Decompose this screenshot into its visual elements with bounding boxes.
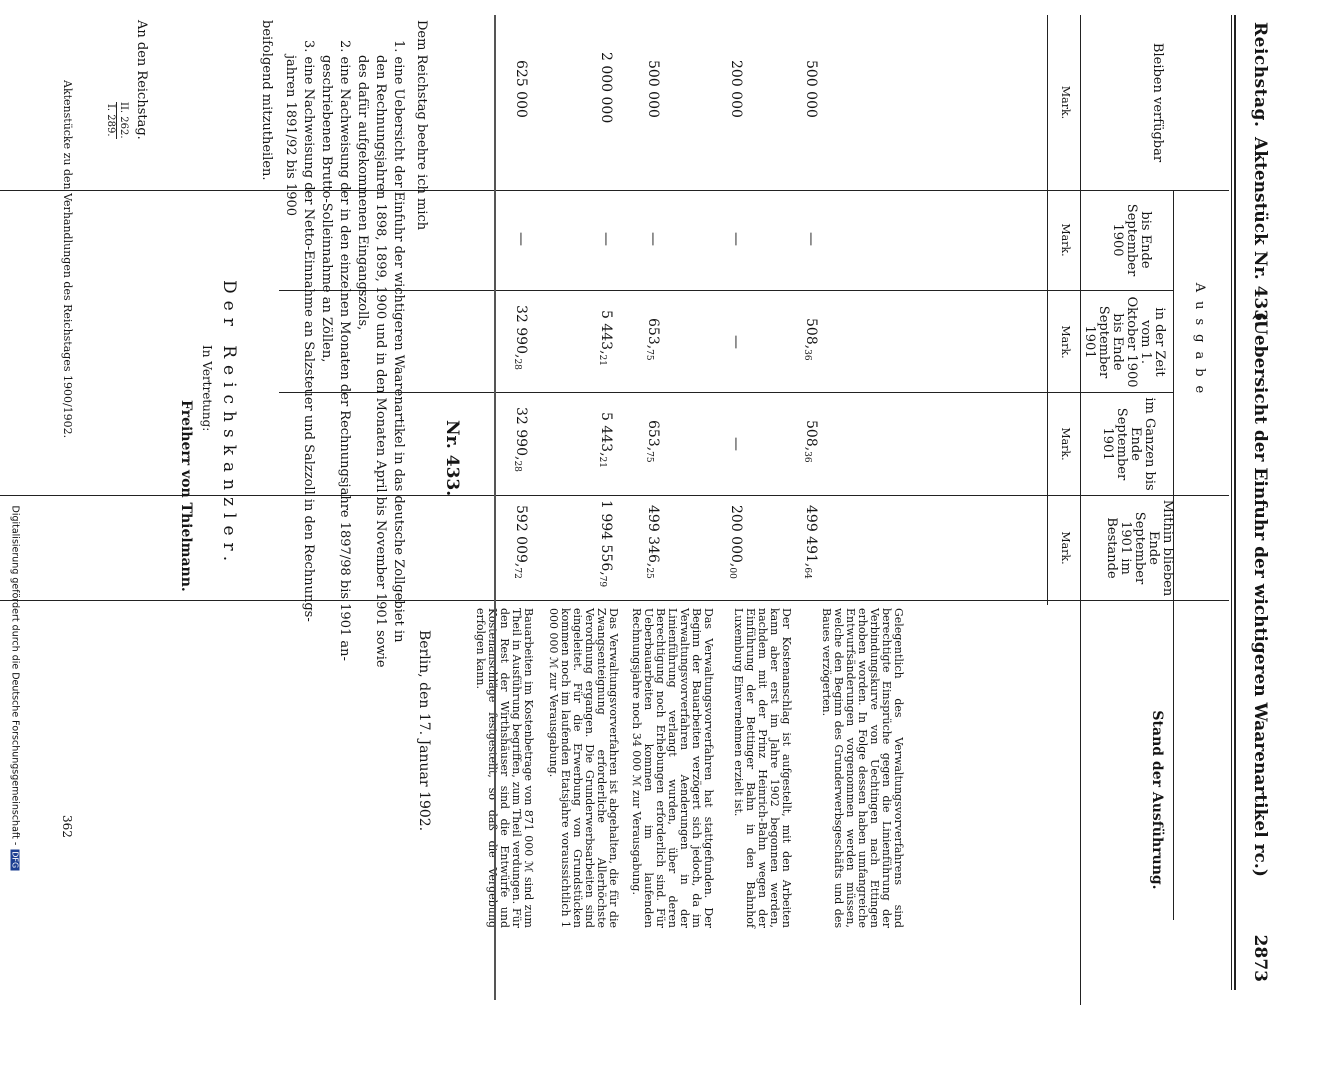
document-ref-1: II. 262. — [118, 102, 129, 139]
document-title: Nr. 433. — [442, 420, 462, 497]
col-divider-3 — [279, 392, 1174, 393]
row3-note: Das Verwaltungsvorverfahren hat stattgefunden. Der Beginn der Bauarbeiten verzögert sich jedoch, da im Verwaltungsvorverfahren Aenderungen in der Linienführung verlangt wurden, über deren Berechtigung noch Erhebungen erforderlich sind. Für Ueberbauarbeiten kommen im laufenden Rechnungsjahre noch 34 000 ℳ zur Verausgabung. — [630, 608, 715, 928]
header-right: (Uebersicht der Einfuhr der wichtigeren Waarenartikel rc.) — [1250, 312, 1270, 877]
row5-ganzen — [512, 407, 529, 472]
row1-mithin-value: 499 491, — [803, 505, 819, 568]
col-divider-1 — [0, 190, 1229, 191]
document-ref-2: I. 289. — [105, 103, 116, 137]
row2-mithin — [727, 505, 744, 579]
header-center: Aktenstück Nr. 433. — [1250, 137, 1270, 328]
col-divider-5 — [0, 600, 1229, 601]
row5-ganzen-value: 32 990, — [513, 407, 529, 461]
row5-in-zeit-cents: 28 — [512, 358, 522, 370]
row2-mithin-value: 200 000, — [728, 505, 744, 568]
row1-bleiben: 500 000 — [803, 60, 819, 118]
unit-in-der-zeit: Mark. — [1059, 325, 1072, 359]
unit-bis-ende: Mark. — [1059, 223, 1072, 257]
header-im-ganzen: im Ganzen bis Ende September 1901 — [1100, 397, 1157, 491]
row1-bis-ende: — — [803, 232, 819, 246]
row3-ganzen-cents: 75 — [644, 451, 654, 463]
header-stand: Stand der Ausführung. — [1149, 710, 1165, 890]
document-item-line-7: jahren 1891/92 bis 1900 — [283, 55, 298, 217]
row1-mithin-cents: 64 — [802, 567, 812, 579]
row1-ganzen-value: 508, — [803, 420, 819, 452]
document-page-number: 362 — [60, 815, 74, 838]
document-item-line-2: den Rechnungsjahren 1898, 1899, 1900 und in den Monaten April bis November 1901 sowie — [373, 55, 388, 668]
row4-bis-ende: — — [598, 232, 614, 246]
row2-mithin-cents: 00 — [727, 567, 737, 579]
row1-note: Gelegentlich des Verwaltungsvorverfahrens sind berechtigte Einsprüche gegen die Linienführung der Verbindungskurve von Uechtingen nach Ettingen erhoben worden. In Folge dessen haben umfangreiche Entwurfsänderungen vorgenommen werden müssen, welche den Beginn des Grunderwerbsgeschäfts und des Baues verzögerten. — [820, 608, 905, 928]
row4-note: Das Verwaltungsvorverfahren ist abgehalten, die für die Zwangsenteignung erforderliche Allerhöchste Verordnung ergangen. Die Grunderwerbsarbeiten sind eingeleitet. Für die Erwerbung von Grundstücken kommen noch im laufenden Etatsjahre voraussichtlich 1 000 000 ℳ zur Verausgabung. — [547, 608, 620, 928]
row5-bis-ende: — — [513, 232, 529, 246]
document-item-line-3: des dafür aufgekommenen Eingangszolls, — [355, 55, 370, 331]
document-footer: Aktenstücke zu den Verhandlungen des Reichstages 1900/1902. — [61, 80, 74, 439]
row4-mithin-cents: 79 — [597, 575, 607, 588]
row4-bleiben: 2 000 000 — [598, 52, 614, 124]
row5-note: Bauarbeiten im Kostenbetrage von 871 000 ℳ sind zum Theil in Ausführung begriffen, zum Theil verdungen. Für den Rest der Wirthshäuser sind die Entwürfe und Kostenanschläge festgestellt, so daß die Vergebung erfolgen kann. — [474, 608, 535, 928]
row5-in-zeit — [512, 305, 529, 370]
row5-ganzen-cents: 28 — [512, 460, 522, 472]
unit-bleiben: Mark. — [1059, 85, 1072, 120]
row2-in-zeit — [727, 335, 744, 349]
document-salutation: Dem Reichstag beehre ich mich — [414, 20, 429, 231]
row1-in-zeit-cents: 36 — [802, 349, 812, 361]
document-vertretung: In Vertretung: — [200, 345, 214, 432]
row1-ganzen — [802, 420, 819, 463]
row5-mithin — [512, 505, 529, 579]
row3-in-zeit — [644, 318, 661, 361]
digitization-note — [10, 506, 21, 1086]
row4-ganzen-cents: 21 — [597, 456, 607, 468]
row3-mithin-value: 499 346, — [645, 505, 661, 568]
dfg-logo-icon: DFG — [10, 851, 20, 869]
unit-im-ganzen: Mark. — [1059, 427, 1072, 461]
row1-in-zeit — [802, 318, 819, 361]
row4-in-zeit — [597, 310, 614, 366]
document-dateline: Berlin, den 17. Januar 1902. — [416, 630, 432, 832]
row3-bis-ende: — — [645, 232, 661, 246]
row3-mithin — [644, 505, 661, 579]
row1-in-zeit-value: 508, — [803, 318, 819, 350]
page-header — [1242, 22, 1272, 982]
document-sender: Der Reichskanzler. — [219, 280, 239, 569]
row3-in-zeit-value: 653, — [645, 318, 661, 350]
header-page-number: 2873 — [1250, 934, 1270, 982]
row1-mithin — [802, 505, 819, 579]
row2-bis-ende: — — [728, 232, 744, 246]
header-left: Reichstag. — [1250, 22, 1270, 128]
row1-ganzen-cents: 36 — [802, 451, 812, 463]
section-divider — [494, 15, 496, 1000]
row2-in-zeit-value: — — [728, 335, 744, 349]
row2-bleiben: 200 000 — [728, 60, 744, 118]
row3-mithin-cents: 25 — [644, 567, 654, 579]
document-item-line-4: 2. eine Nachweisung der in den einzelnen Monaten der Rechnungsjahre 1897/98 bis 1901 an- — [337, 40, 352, 661]
header-bleiben: Bleiben verfügbar — [1150, 42, 1165, 163]
document-closing: beifolgend mitzutheilen. — [259, 20, 274, 181]
unit-row-rule — [1047, 15, 1048, 605]
row5-in-zeit-value: 32 990, — [513, 305, 529, 359]
document-item-line-6: 3. eine Nachweisung der Netto-Einnahme an Salzsteuer und Salzzoll in den Rechnungs- — [301, 40, 316, 622]
row3-bleiben: 500 000 — [645, 60, 661, 118]
document-refs — [104, 102, 129, 139]
row3-ganzen — [644, 420, 661, 463]
row4-in-zeit-value: 5 443, — [598, 310, 614, 355]
document-signature: Freiherr von Thielmann. — [178, 400, 194, 592]
header-in-der-zeit: in der Zeit vom 1. Oktober 1900 bis Ende September 1901 — [1082, 296, 1167, 388]
header-bis-ende: bis Ende September 1900 — [1110, 203, 1153, 277]
header-mithin: Mithin blieben Ende September 1901 im Bestande — [1104, 499, 1175, 597]
row3-ganzen-value: 653, — [645, 420, 661, 452]
row4-in-zeit-cents: 21 — [597, 354, 607, 366]
header-ausgabe: Ausgabe — [1192, 282, 1207, 403]
document-item-line-5: geschriebenen Brutto-Solleinnahme an Zöllen, — [319, 55, 334, 363]
col-divider-2 — [279, 290, 1174, 291]
row4-ganzen — [597, 412, 614, 468]
row5-bleiben: 625 000 — [513, 60, 529, 118]
row2-ganzen-value: — — [728, 437, 744, 451]
row2-ganzen — [727, 437, 744, 451]
header-rule-thin — [1231, 15, 1232, 990]
row4-ganzen-value: 5 443, — [598, 412, 614, 457]
document-item-line-1: 1. eine Uebersicht der Einfuhr der wichtigeren Waarenartikel in das deutsche Zollgebiet in — [391, 40, 406, 643]
row4-mithin — [597, 500, 614, 587]
header-rule — [1234, 15, 1236, 990]
digitization-text: Digitalisierung gefördert durch die Deutsche Forschungsgemeinschaft - — [9, 505, 21, 846]
row2-note: Der Kostenanschlag ist aufgestellt, mit den Arbeiten kann aber erst im Jahre 1902 begonnen werden, nachdem mit der Prinz Heinrich-Bahn wegen der Einführung der Bettinger Bahn in den Bahnhof Luxemburg Einvernehmen erzielt ist. — [732, 608, 793, 928]
unit-mithin: Mark. — [1059, 531, 1072, 565]
row5-mithin-value: 592 009, — [513, 505, 529, 568]
document-addressee: An den Reichstag. — [134, 20, 149, 140]
row3-in-zeit-cents: 75 — [644, 349, 654, 361]
table-header-rule — [1080, 15, 1081, 1005]
row5-mithin-cents: 72 — [512, 567, 522, 579]
row4-mithin-value: 1 994 556, — [598, 500, 614, 576]
